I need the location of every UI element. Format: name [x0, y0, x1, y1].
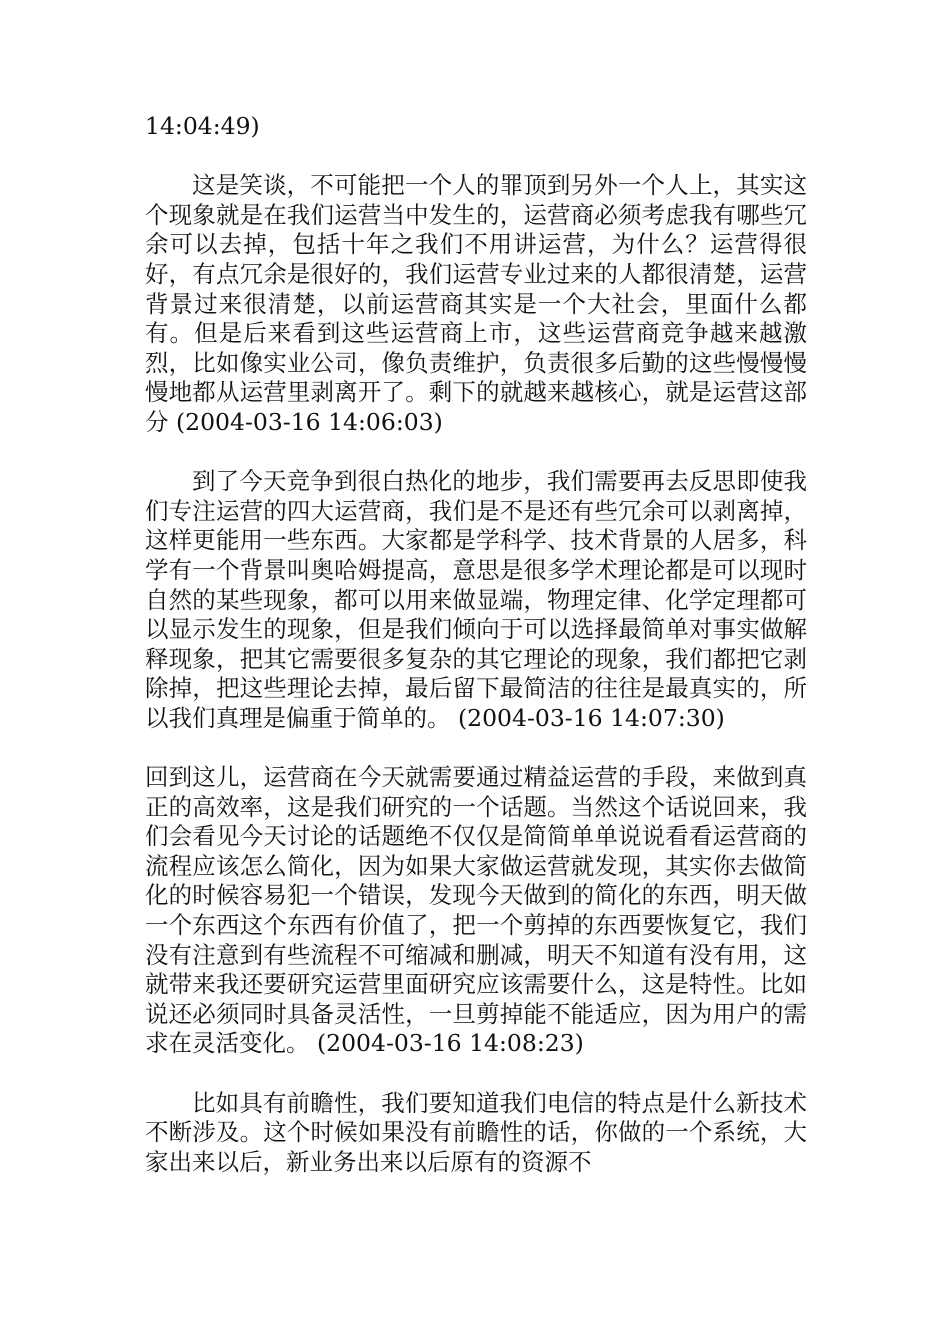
paragraph-timestamp-continuation: 14:04:49)	[145, 112, 260, 140]
paragraph-gap	[145, 733, 807, 763]
paragraph-3: 回到这儿，运营商在今天就需要通过精益运营的手段，来做到真正的高效率，这是我们研究的一个话题。当然这个话说回来，我们会看见今天讨论的话题绝不仅仅是简简单单说说看看运营商的流程应该怎么简化，因为如果大家做运营就发现，其实你去做简化的时候容易犯一个错误，发现今天做到的简化的东西，明天做一个东西这个东西有价值了，把一个剪掉的东西要恢复它，我们没有注意到有些流程不可缩减和删减，明天不知道有没有用，这就带来我还要研究运营里面研究应该需要什么，这是特性。比如说还必须同时具备灵活性，一旦剪掉能不能适应，因为用户的需求在灵活变化。 (2004-03-16 14:08:23)	[145, 763, 807, 1058]
paragraph-gap	[145, 142, 807, 172]
paragraph-2: 到了今天竞争到很白热化的地步，我们需要再去反思即使我们专注运营的四大运营商，我们是不是还有些冗余可以剥离掉，这样更能用一些东西。大家都是学科学、技术背景的人居多，科学有一个背景叫奥哈姆提高，意思是很多学术理论都是可以现时自然的某些现象，都可以用来做显端，物理定律、化学定理都可以显示发生的现象，但是我们倾向于可以选择最简单对事实做解释现象，把其它需要很多复杂的其它理论的现象，我们都把它剥除掉，把这些理论去掉，最后留下最简洁的往往是最真实的，所以我们真理是偏重于简单的。 (2004-03-16 14:07:30)	[145, 467, 807, 732]
paragraph-gap	[145, 438, 807, 468]
paragraph-1: 这是笑谈，不可能把一个人的罪顶到另外一个人上，其实这个现象就是在我们运营当中发生的，运营商必须考虑我有哪些冗余可以去掉，包括十年之我们不用讲运营，为什么？运营得很好，有点冗余是很好的，我们运营专业过来的人都很清楚，运营背景过来很清楚，以前运营商其实是一个大社会，里面什么都有。但是后来看到这些运营商上市，这些运营商竞争越来越激烈，比如像实业公司，像负责维护，负责很多后勤的这些慢慢慢慢地都从运营里剥离开了。剩下的就越来越核心，就是运营这部分 (2004-03-16 14:06:03)	[145, 171, 807, 436]
document-body	[145, 112, 807, 1177]
paragraph-gap	[145, 1059, 807, 1089]
paragraph-4: 比如具有前瞻性，我们要知道我们电信的特点是什么新技术不断涉及。这个时候如果没有前瞻性的话，你做的一个系统，大家出来以后，新业务出来以后原有的资源不	[145, 1088, 807, 1176]
